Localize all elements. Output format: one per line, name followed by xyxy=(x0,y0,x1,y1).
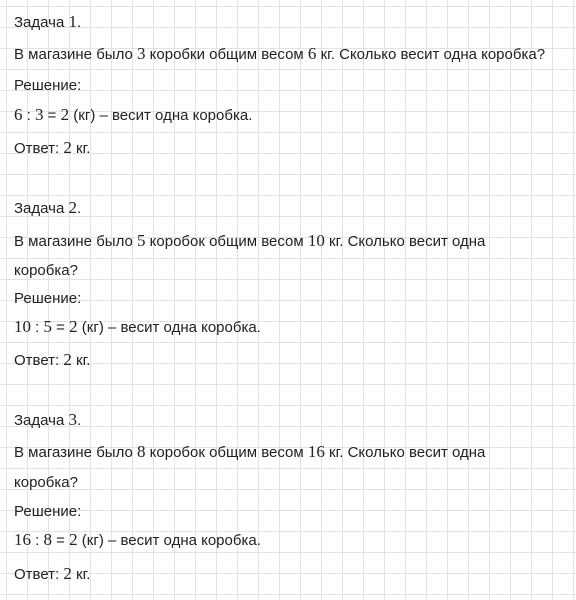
task-3-condition-line-1: В магазине было 8 коробок общим весом 16 кг. Сколько весит одна xyxy=(14,442,486,461)
task-2-condition-line-1: В магазине было 5 коробок общим весом 10 кг. Сколько весит одна xyxy=(14,231,486,250)
task-2-condition-line-2: коробка? xyxy=(14,262,78,279)
task-1-answer: Ответ: 2 кг. xyxy=(14,138,91,157)
task-1-condition: В магазине было 3 коробки общим весом 6 кг. Сколько весит одна коробка? xyxy=(14,44,546,63)
task-1-title: Задача 1. xyxy=(14,12,82,31)
task-3-answer: Ответ: 2 кг. xyxy=(14,564,91,583)
task-1-solution: 6 : 3 = 2 (кг) – весит одна коробка. xyxy=(14,105,253,124)
task-2-title: Задача 2. xyxy=(14,198,82,217)
task-2-answer: Ответ: 2 кг. xyxy=(14,350,91,369)
task-3-solution: 16 : 8 = 2 (кг) – весит одна коробка. xyxy=(14,530,261,549)
task-3-title: Задача 3. xyxy=(14,410,82,429)
task-1-solution-label: Решение: xyxy=(14,77,82,94)
task-3-condition-line-2: коробка? xyxy=(14,474,78,491)
task-3-solution-label: Решение: xyxy=(14,503,82,520)
task-2-solution: 10 : 5 = 2 (кг) – весит одна коробка. xyxy=(14,317,261,336)
task-2-solution-label: Решение: xyxy=(14,290,82,307)
